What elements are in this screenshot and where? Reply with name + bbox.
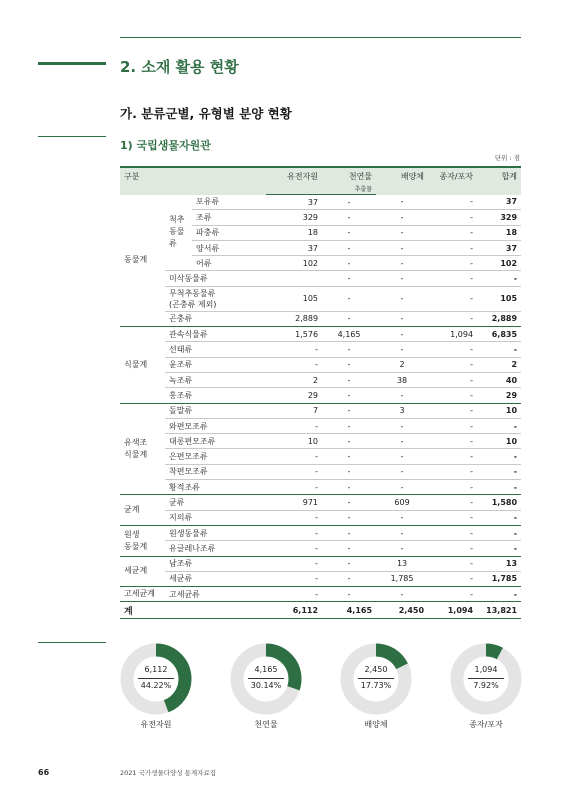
header-seed: 종자/포자 — [428, 167, 477, 195]
cell-total: - — [477, 480, 521, 495]
table-row — [120, 271, 521, 286]
cell-total: 2 — [477, 357, 521, 372]
cell-total: 2,889 — [477, 311, 521, 326]
cell-total: 102 — [477, 256, 521, 271]
row-label: 고세균류 — [165, 587, 266, 602]
cell-natural: - — [322, 434, 376, 449]
cell-total: - — [477, 342, 521, 357]
row-label: 곤충류 — [165, 311, 266, 326]
cell-total: 329 — [477, 210, 521, 225]
donut-separator — [248, 678, 284, 679]
row-label: 양서류 — [192, 240, 266, 255]
cell-natural: - — [322, 480, 376, 495]
cell-natural: - — [322, 286, 376, 311]
cell-natural: - — [322, 240, 376, 255]
cell-culture: - — [376, 464, 428, 479]
header-total: 합계 — [477, 167, 521, 195]
donut-value: 4,165 — [254, 665, 278, 674]
group-animal: 동물계 — [120, 195, 165, 327]
cell-culture: 38 — [376, 372, 428, 387]
cell-culture: - — [376, 434, 428, 449]
cell-total: - — [477, 464, 521, 479]
group-bacteria: 세균계 — [120, 556, 165, 587]
cell-culture: - — [376, 195, 428, 210]
cell-natural: - — [322, 372, 376, 387]
total-seed: 1,094 — [428, 602, 477, 619]
cell-culture: - — [376, 541, 428, 556]
cell-culture: - — [376, 327, 428, 342]
table-row — [120, 571, 521, 586]
cell-seed: - — [428, 510, 477, 525]
cell-natural: - — [322, 403, 376, 418]
donut-percent: 7.92% — [473, 681, 499, 690]
cell-culture: - — [376, 342, 428, 357]
cell-genetic: 10 — [266, 434, 322, 449]
section-title: 2. 소재 활용 현황 — [120, 58, 239, 76]
cell-genetic: - — [266, 342, 322, 357]
section-marker-bar — [38, 62, 106, 65]
row-label: 무척추동물류 (곤충류 제외) — [165, 286, 266, 311]
cell-seed: - — [428, 311, 477, 326]
cell-total: 10 — [477, 403, 521, 418]
row-label: 남조류 — [165, 556, 266, 571]
cell-total: 1,785 — [477, 571, 521, 586]
total-label: 계 — [120, 602, 266, 619]
donut-percent: 17.73% — [360, 681, 392, 690]
donut-label: 유전자원 — [140, 720, 172, 729]
table-row — [120, 495, 521, 510]
cell-total: - — [477, 541, 521, 556]
table-row — [120, 327, 521, 342]
row-label: 미삭동물류 — [165, 271, 266, 286]
cell-genetic: 29 — [266, 388, 322, 403]
cell-total: 105 — [477, 286, 521, 311]
cell-seed: - — [428, 541, 477, 556]
table-row — [120, 525, 521, 540]
total-natural: 4,165 — [322, 602, 376, 619]
cell-culture: - — [376, 225, 428, 240]
row-label: 세균류 — [165, 571, 266, 586]
cell-culture: - — [376, 587, 428, 602]
row-label: 파충류 — [192, 225, 266, 240]
cell-genetic: 37 — [266, 195, 322, 210]
cell-culture: - — [376, 311, 428, 326]
cell-total: - — [477, 587, 521, 602]
cell-genetic: - — [266, 449, 322, 464]
row-label: 은편모조류 — [165, 449, 266, 464]
total-row — [120, 602, 521, 619]
donut-value: 6,112 — [144, 665, 168, 674]
cell-culture: - — [376, 286, 428, 311]
unit-label: 단위 : 점 — [494, 154, 520, 162]
row-label: 돌말류 — [165, 403, 266, 418]
cell-culture: 1,785 — [376, 571, 428, 586]
table-row — [120, 342, 521, 357]
cell-natural: - — [322, 195, 376, 210]
row-label: 선태류 — [165, 342, 266, 357]
subsection-title: 가. 분류군별, 유형별 분양 현황 — [120, 106, 292, 121]
donut-separator — [138, 678, 174, 679]
cell-genetic: - — [266, 541, 322, 556]
cell-total: 37 — [477, 240, 521, 255]
cell-seed: - — [428, 525, 477, 540]
donut-label: 배양체 — [364, 720, 388, 729]
cell-genetic: - — [266, 418, 322, 433]
cell-seed: - — [428, 240, 477, 255]
cell-natural: - — [322, 388, 376, 403]
cell-natural: - — [322, 541, 376, 556]
donut-value: 2,450 — [364, 665, 388, 674]
table-row — [120, 541, 521, 556]
donut-percent: 44.22% — [140, 681, 172, 690]
cell-seed: - — [428, 449, 477, 464]
header-natural-sub: 추출물 — [322, 184, 376, 195]
cell-culture: - — [376, 510, 428, 525]
donut-label: 종자/포자 — [469, 720, 503, 729]
row-label: 어류 — [192, 256, 266, 271]
cell-total: - — [477, 449, 521, 464]
donut-track — [457, 650, 515, 708]
cell-genetic: - — [266, 525, 322, 540]
cell-genetic: 105 — [266, 286, 322, 311]
table-row — [120, 372, 521, 387]
cell-genetic: - — [266, 510, 322, 525]
cell-genetic — [266, 271, 322, 286]
header-genetic-sub — [266, 184, 322, 195]
cell-culture: 3 — [376, 403, 428, 418]
cell-natural: - — [322, 311, 376, 326]
cell-total: - — [477, 525, 521, 540]
cell-genetic: 971 — [266, 495, 322, 510]
cell-seed: - — [428, 372, 477, 387]
table-row — [120, 556, 521, 571]
donut-label: 천연물 — [254, 720, 278, 729]
cell-seed: - — [428, 286, 477, 311]
donut-separator — [468, 678, 504, 679]
donut-separator — [358, 678, 394, 679]
donut-value: 1,094 — [474, 665, 498, 674]
header-group: 구분 — [120, 167, 266, 195]
row-label: 조류 — [192, 210, 266, 225]
cell-culture: - — [376, 480, 428, 495]
table-row — [120, 418, 521, 433]
cell-culture: 13 — [376, 556, 428, 571]
side-rule-2 — [38, 642, 106, 643]
cell-natural: - — [322, 571, 376, 586]
table-row — [120, 510, 521, 525]
cell-culture: - — [376, 271, 428, 286]
cell-genetic: - — [266, 480, 322, 495]
cell-seed: - — [428, 256, 477, 271]
cell-natural: - — [322, 525, 376, 540]
donut-chart — [450, 643, 522, 715]
cell-seed: - — [428, 388, 477, 403]
cell-genetic: 1,576 — [266, 327, 322, 342]
footer-text: 2021 국가생물다양성 통계자료집 — [120, 769, 217, 777]
total-culture: 2,450 — [376, 602, 428, 619]
cell-total: 13 — [477, 556, 521, 571]
group-chromista: 유색조 식물계 — [120, 403, 165, 495]
cell-natural: - — [322, 418, 376, 433]
row-label: 홍조류 — [165, 388, 266, 403]
cell-total: - — [477, 510, 521, 525]
table-section-title: 1) 국립생물자원관 — [120, 139, 211, 152]
cell-genetic: 7 — [266, 403, 322, 418]
total-genetic: 6,112 — [266, 602, 322, 619]
cell-culture: - — [376, 210, 428, 225]
cell-total: - — [477, 418, 521, 433]
page-number: 66 — [38, 768, 50, 777]
cell-natural: - — [322, 210, 376, 225]
header-culture: 배양체 — [376, 167, 428, 195]
cell-seed: - — [428, 342, 477, 357]
cell-seed: - — [428, 464, 477, 479]
table-row — [120, 195, 521, 210]
cell-seed: - — [428, 357, 477, 372]
cell-culture: - — [376, 525, 428, 540]
top-rule — [120, 37, 521, 38]
cell-culture: - — [376, 240, 428, 255]
cell-genetic: 37 — [266, 240, 322, 255]
row-label: 대롱편모조류 — [165, 434, 266, 449]
cell-culture: - — [376, 449, 428, 464]
side-rule-1 — [38, 136, 106, 137]
cell-natural: 4,165 — [322, 327, 376, 342]
cell-genetic: 2 — [266, 372, 322, 387]
cell-seed: - — [428, 495, 477, 510]
cell-total: 37 — [477, 195, 521, 210]
table-row — [120, 403, 521, 418]
cell-natural: - — [322, 357, 376, 372]
cell-genetic: 102 — [266, 256, 322, 271]
row-label: 와편모조류 — [165, 418, 266, 433]
cell-seed: - — [428, 434, 477, 449]
cell-seed: - — [428, 587, 477, 602]
cell-total: 29 — [477, 388, 521, 403]
table-row — [120, 286, 521, 311]
cell-natural: - — [322, 556, 376, 571]
cell-natural: - — [322, 256, 376, 271]
cell-seed: - — [428, 571, 477, 586]
cell-genetic: 18 — [266, 225, 322, 240]
cell-culture: 2 — [376, 357, 428, 372]
cell-natural: - — [322, 464, 376, 479]
cell-natural: - — [322, 587, 376, 602]
group-fungi: 균계 — [120, 495, 165, 526]
row-label: 황적조류 — [165, 480, 266, 495]
cell-seed: - — [428, 210, 477, 225]
cell-seed: - — [428, 556, 477, 571]
cell-genetic: 329 — [266, 210, 322, 225]
table-body — [120, 195, 521, 619]
donut-chart — [120, 643, 192, 715]
cell-culture: 609 — [376, 495, 428, 510]
table-row — [120, 464, 521, 479]
cell-culture: - — [376, 388, 428, 403]
cell-total: 6,835 — [477, 327, 521, 342]
cell-total: 1,580 — [477, 495, 521, 510]
table-row — [120, 357, 521, 372]
header-natural: 천연물 — [322, 167, 376, 184]
row-label: 착편모조류 — [165, 464, 266, 479]
cell-genetic: - — [266, 556, 322, 571]
donut-chart — [340, 643, 412, 715]
group-plant: 식물계 — [120, 327, 165, 403]
row-label: 관속식물류 — [165, 327, 266, 342]
distribution-table — [120, 166, 521, 619]
row-label: 유글레나조류 — [165, 541, 266, 556]
cell-culture: - — [376, 418, 428, 433]
cell-total: - — [477, 271, 521, 286]
cell-seed: - — [428, 418, 477, 433]
table-row — [120, 587, 521, 602]
cell-total: 10 — [477, 434, 521, 449]
cell-total: 18 — [477, 225, 521, 240]
cell-genetic: 2,889 — [266, 311, 322, 326]
table-row — [120, 480, 521, 495]
cell-seed: 1,094 — [428, 327, 477, 342]
group-protozoa: 원생 동물계 — [120, 525, 165, 556]
cell-total: 40 — [477, 372, 521, 387]
total-all: 13,821 — [477, 602, 521, 619]
cell-seed: - — [428, 195, 477, 210]
cell-natural: - — [322, 342, 376, 357]
cell-genetic: - — [266, 571, 322, 586]
cell-genetic: - — [266, 357, 322, 372]
table-row — [120, 434, 521, 449]
cell-genetic: - — [266, 587, 322, 602]
donut-chart — [230, 643, 302, 715]
cell-natural: - — [322, 510, 376, 525]
table-row — [120, 311, 521, 326]
table-row — [120, 388, 521, 403]
donut-percent: 30.14% — [250, 681, 282, 690]
cell-seed: - — [428, 403, 477, 418]
row-label: 지의류 — [165, 510, 266, 525]
cell-natural: - — [322, 495, 376, 510]
cell-natural: - — [322, 225, 376, 240]
cell-seed: - — [428, 480, 477, 495]
cell-seed: - — [428, 271, 477, 286]
row-label: 윤조류 — [165, 357, 266, 372]
row-label: 포유류 — [192, 195, 266, 210]
cell-natural: - — [322, 449, 376, 464]
table-row — [120, 449, 521, 464]
header-genetic: 유전자원 — [266, 167, 322, 184]
group-archaea: 고세균계 — [120, 587, 165, 602]
row-label: 녹조류 — [165, 372, 266, 387]
subgroup-vertebrate: 척추 동물류 — [165, 195, 192, 271]
cell-culture: - — [376, 256, 428, 271]
row-label: 원생동물류 — [165, 525, 266, 540]
cell-genetic: - — [266, 464, 322, 479]
cell-seed: - — [428, 225, 477, 240]
cell-natural: - — [322, 271, 376, 286]
row-label: 균류 — [165, 495, 266, 510]
